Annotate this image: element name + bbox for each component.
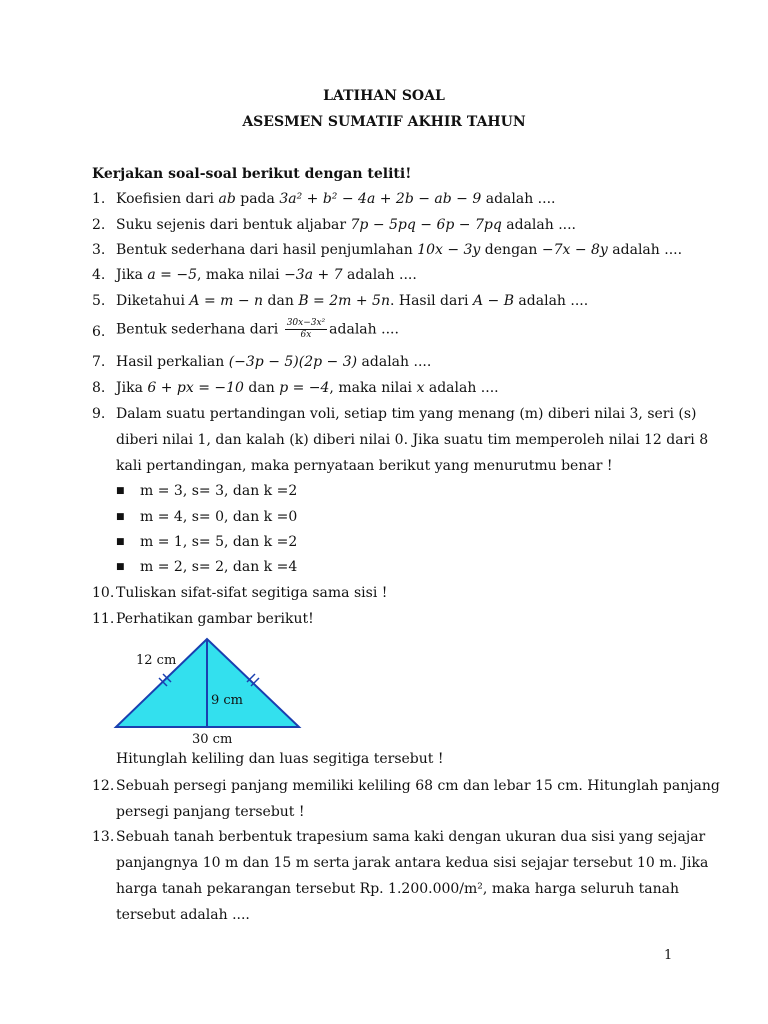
question-text: Bentuk sederhana dari hasil penjumlahan 10x − 3y dengan −7x − 8y adalah .... xyxy=(116,242,683,258)
option-item: m = 4, s= 0, dan k =0 xyxy=(140,509,298,525)
question-text: Tuliskan sifat-sifat segitiga sama sisi ! xyxy=(116,585,388,601)
question-text: Hasil perkalian (−3p − 5)(2p − 3) adalah .... xyxy=(116,354,432,370)
question-number: 11. xyxy=(92,611,115,627)
fraction: $\frac{\text{30x−3x²}}{6x}$ xyxy=(286,318,326,340)
question-text-line: persegi panjang tersebut ! xyxy=(116,804,305,820)
question-text: Koefisien dari ab pada 3a² + b² − 4a + 2b − ab − 9 adalah .... xyxy=(116,191,556,207)
question-number: 5. xyxy=(92,293,106,309)
page-number: 1 xyxy=(664,948,673,963)
question-number: 9. xyxy=(92,406,106,422)
question-text-line: Sebuah persegi panjang memiliki keliling 68 cm dan lebar 15 cm. Hitunglah panjang xyxy=(116,778,720,794)
question-text-line: panjangnya 10 m dan 15 m serta jarak antara kedua sisi sejajar tersebut 10 m. Jika xyxy=(116,855,709,871)
question-number: 10. xyxy=(92,585,115,601)
document-title: LATIHAN SOAL xyxy=(323,88,445,104)
document-subtitle: ASESMEN SUMATIF AKHIR TAHUN xyxy=(242,114,526,130)
question-text-line: tersebut adalah .... xyxy=(116,907,250,923)
option-item: m = 2, s= 2, dan k =4 xyxy=(140,559,298,575)
bullet-icon: ■ xyxy=(116,562,125,572)
option-item: m = 3, s= 3, dan k =2 xyxy=(140,483,298,499)
question-number: 8. xyxy=(92,380,106,396)
question-text-line: diberi nilai 1, dan kalah (k) diberi nilai 0. Jika suatu tim memperoleh nilai 12 dari 8 xyxy=(116,432,709,448)
height-label: 9 cm xyxy=(211,693,244,708)
bullet-icon: ■ xyxy=(116,537,125,547)
question-number: 1. xyxy=(92,191,106,207)
question-text-line: kali pertandingan, maka pernyataan berikut yang menurutmu benar ! xyxy=(116,458,613,474)
question-text-line: harga tanah pekarangan tersebut Rp. 1.200.000/m², maka harga seluruh tanah xyxy=(116,881,680,897)
bullet-icon: ■ xyxy=(116,486,125,496)
question-number: 12. xyxy=(92,778,115,794)
question-text: Diketahui A = m − n dan B = 2m + 5n. Hasil dari A − B adalah .... xyxy=(116,293,589,309)
question-number: 6. xyxy=(92,324,106,340)
question-text-line: Dalam suatu pertandingan voli, setiap tim yang menang (m) diberi nilai 3, seri (s) xyxy=(116,406,697,422)
question-text-line: Sebuah tanah berbentuk trapesium sama kaki dengan ukuran dua sisi yang sejajar xyxy=(116,829,706,845)
question-text: Suku sejenis dari bentuk aljabar 7p − 5pq − 6p − 7pq adalah .... xyxy=(116,217,577,233)
question-number: 3. xyxy=(92,242,106,258)
triangle-figure xyxy=(110,636,310,748)
question-followup-text: Hitunglah keliling dan luas segitiga tersebut ! xyxy=(116,751,444,767)
option-item: m = 1, s= 5, dan k =2 xyxy=(140,534,298,550)
question-number: 4. xyxy=(92,267,106,283)
side-length-label: 12 cm xyxy=(136,653,177,668)
question-number: 13. xyxy=(92,829,115,845)
question-text: Perhatikan gambar berikut! xyxy=(116,611,314,627)
base-length-label: 30 cm xyxy=(192,732,233,747)
instruction-text: Kerjakan soal-soal berikut dengan teliti! xyxy=(92,166,412,182)
bullet-icon: ■ xyxy=(116,512,125,522)
question-text: Bentuk sederhana dari $\frac{\text{30x−3x²}}{6x}$ adalah .... xyxy=(116,318,399,340)
question-number: 7. xyxy=(92,354,106,370)
question-text: Jika a = −5, maka nilai −3a + 7 adalah .... xyxy=(116,267,417,283)
question-number: 2. xyxy=(92,217,106,233)
question-text: Jika 6 + px = −10 dan p = −4, maka nilai x adalah .... xyxy=(116,380,499,396)
